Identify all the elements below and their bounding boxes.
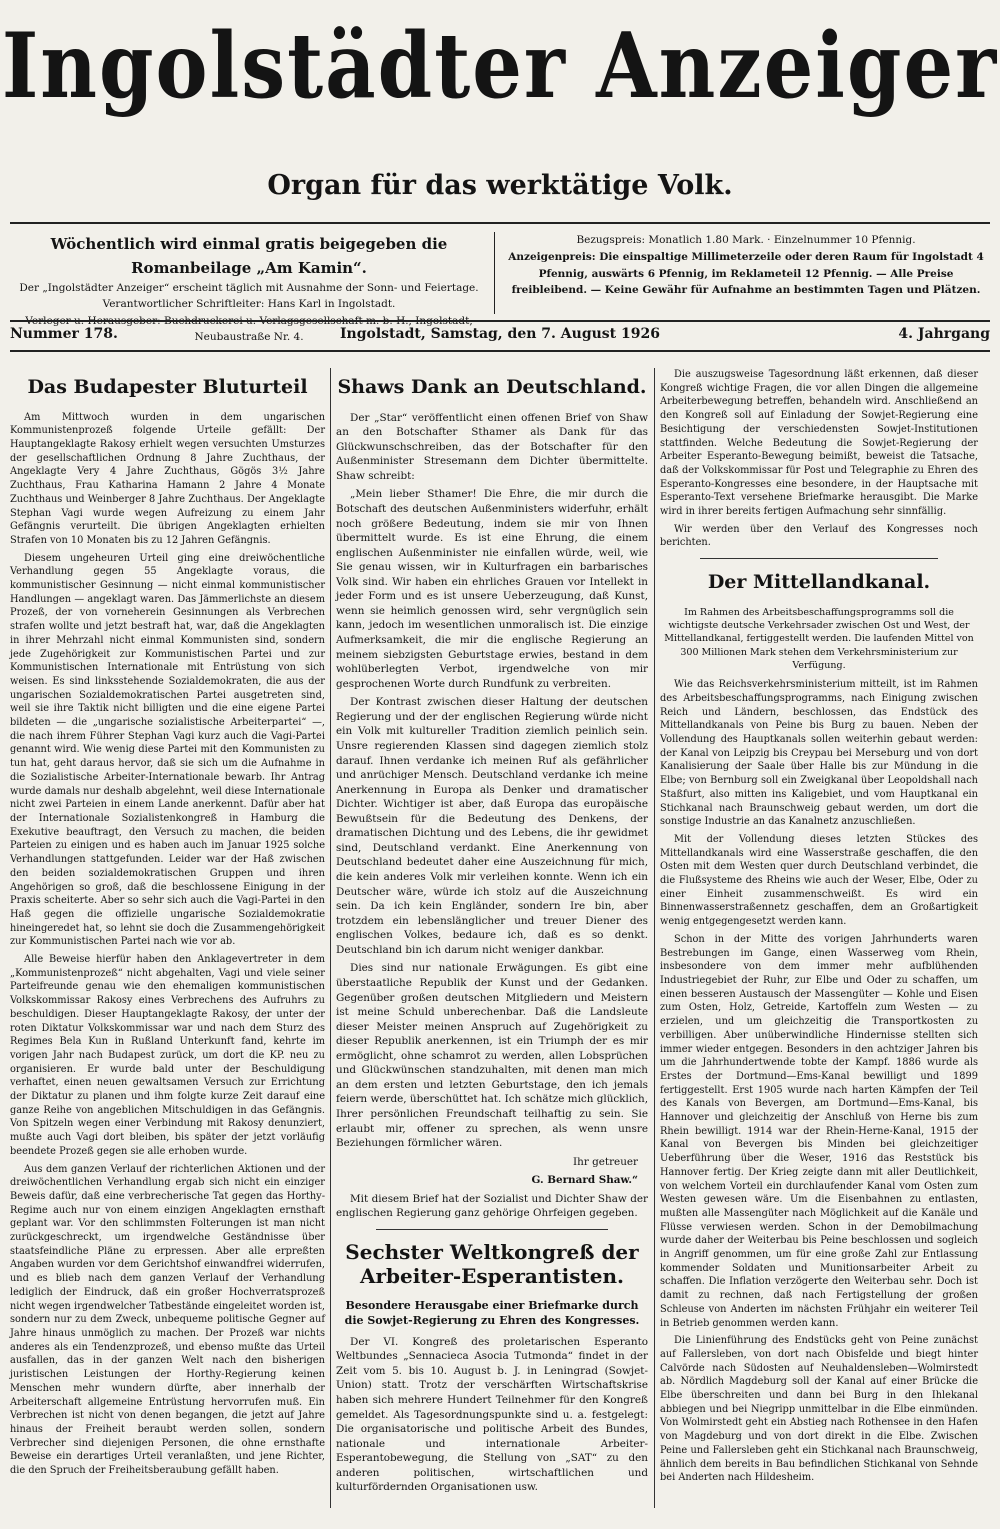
- editor-line: Verantwortlicher Schriftleiter: Hans Karl in Ingolstadt.: [102, 298, 396, 311]
- article-paragraph: Schon in der Mitte des vorigen Jahrhunderts waren Bestrebungen im Gange, einen Wasserweg vom Rhein, insbesondere von dem immer mehr aufblühenden Industriegebiet der Ruhr, zur Elbe und Oder zu schaffen, um einen besseren Austausch der Massengüter — Kohle und Eisen zum Osten, Holz, Getreide, Kartoffeln zum Westen — zu erzielen, und um gleichzeitig die Transportkosten zu verbilligen. Aber unüberwindliche Hindernisse stellten sich immer wieder entgegen. Besonders in den achtziger Jahren bis um die Jahrhundertwende tobte der Kampf. 1886 wurde als Erstes der Dortmund—Ems-Kanal bewilligt und 1899 fertiggestellt. Erst 1905 wurde nach harten Kämpfen der Teil des Kanals von Bevergen, am Dortmund—Ems-Kanal, bis Hannover und gleichzeitig der Anschluß von Herne bis zum Rhein bewilligt. 1914 war der Rhein-Herne-Kanal, 1915 der Kanal von Bevergen bis Minden bei gleichzeitiger Ueberführung über die Weser, 1916 das Reststück bis Hannover fertig. Der Krieg zeigte dann mit aller Deutlichkeit, von welchem Vorteil ein durchlaufender Kanal vom Osten zum Westen gewesen wäre. Um die Eisenbahnen zu entlasten, mußten alle Massengüter nach Möglichkeit auf die Kanäle und Flüsse verwiesen werden. Schon in der Demobilmachung wurde daher der Weiterbau bis Peine beschlossen und sogleich in Angriff genommen, um für eine große Zahl zur Entlassung kommender Soldaten und Munitionsarbeiter Arbeit zu schaffen. Die Inflation verzögerte den Weiterbau sehr. Doch ist damit zu rechnen, daß nach Fertigstellung der großen Schleuse von Anderten im nächsten Frühjahr ein weiterer Teil in Betrieb genommen werden kann.: [660, 933, 978, 1329]
- info-divider: [494, 232, 495, 314]
- issue-date: Ingolstadt, Samstag, den 7. August 1926: [340, 326, 660, 342]
- issue-number: Nummer 178.: [10, 326, 118, 342]
- article-intro: Im Rahmen des Arbeitsbeschaffungsprogramms soll die wichtigste deutsche Verkehrsader zwischen Ost und West, der Mittellandkanal, fertiggestellt werden. Die laufenden Mittel von 300 Millionen Mark stehen dem Verkehrsministerium zur Verfügung.: [664, 606, 974, 671]
- letter-signature: G. Bernard Shaw.“: [531, 1174, 638, 1187]
- article-paragraph: Der Kontrast zwischen dieser Haltung der deutschen Regierung und der der englischen Regierung würde nicht ein Volk mit kultureller Tradition ziemlich peinlich sein. Unsre regierenden Klassen sind dagegen ziemlich stolz darauf. Ihnen verdanke ich meinen Ruf als gefährlicher und anrüchiger Mensch. Deutschland verdanke ich meine Anerkennung in Europa als Denker und dramatischer Dichter. Wichtiger ist aber, daß Europa das europäische Bewußtsein für die Bedeutung des Denkens, der dramatischen Dichtung und des Lebens, die ihr gewidmet sind, Deutschland verdankt. Eine Anerkennung von Deutschland bedeutet daher eine Auszeichnung für mich, die kein anderes Volk mir verleihen konnte. Wenn ich ein Deutscher wäre, würde ich stolz auf die Auszeichnung sein. Da ich kein Engländer, sondern Ire bin, aber trotzdem ein lebenslänglicher und treuer Diener des englischen Volkes, bedaure ich, daß es so denkt. Deutschland bin ich darum nicht weniger dankbar.: [336, 696, 648, 956]
- article-paragraph: Diesem ungeheuren Urteil ging eine dreiwöchentliche Verhandlung gegen 55 Angeklagte voraus, die kommunistischer Gesinnung — nicht einmal kommunistischer Handlungen — angeklagt waren. Das Jämmerlichste an diesem Prozeß, der von vorneherein Gesinnungen als Verbrechen strafen wollte und jetzt bestraft hat, war, daß die Angeklagten in ihrer Mehrzahl nicht einmal Kommunisten sind, sondern jede Zugehörigkeit zur Kommunistischen Partei und zur Kommunistischen Internationale mit Entrüstung von sich weisen. Es sind linksstehende Sozialdemokraten, die aus der ungarischen Sozialdemokratischen Partei ausgetreten sind, weil sie ihre Taktik nicht billigten und die eine eigene Partei bildeten — die „ungarische sozialistische Arbeiterpartei“ —, die nach ihrem Führer Stephan Vagi kurz auch die Vagi-Partei genannt wird. Wie wenig diese Partei mit den Kommunisten zu tun hat, geht daraus hervor, daß sie sich um die Aufnahme in die Sozialistische Arbeiter-Internationale bewarb. Ihr Antrag wurde damals nur deshalb abgelehnt, weil diese Internationale nicht zwei Parteien in einem Lande anerkennt. Dafür aber hat der Internationale Sozialistenkongreß in Hamburg die Exekutive beauftragt, den Versuch zu machen, die beiden Parteien zu einigen und es haben auch im Januar 1925 solche Verhandlungen stattgefunden. Leider war der Haß zwischen den beiden sozialdemokratischen Gruppen und ihren Angehörigen so groß, daß die beschlossene Einigung in der Praxis scheiterte. Aber so sehr sich auch die Vagi-Partei in den Haß gegen die offizielle ungarische Sozialdemokratie hineingeredet hat, so lehnt sie doch die Zusammengehörigkeit zur Kommunistischen Partei nach wie vor ab.: [10, 552, 325, 948]
- article-paragraph: Wir werden über den Verlauf des Kongresses noch berichten.: [660, 523, 978, 549]
- article-paragraph: Mit diesem Brief hat der Sozialist und Dichter Shaw der englischen Regierung ganz gehörige Ohrfeigen gegeben.: [336, 1192, 648, 1220]
- column-1: [10, 368, 325, 1482]
- supplement-notice: Wöchentlich wird einmal gratis beigegeben die Romanbeilage „Am Kamin“.: [50, 235, 448, 277]
- column-divider-1: [330, 368, 331, 1508]
- price-info: [506, 232, 986, 299]
- article-paragraph: Mit der Vollendung dieses letzten Stückes des Mittellandkanals wird eine Wasserstraße geschaffen, die den Osten mit dem Westen quer durch Deutschland verbindet, die die Flußsysteme des Rheins wie auch der Weser, Elbe, Oder zu einer Einheit zusammenschweißt. Es wird ein Binnenwasserstraßennetz geschaffen, dem an Großartigkeit wenig entgegengesetzt werden kann.: [660, 833, 978, 928]
- publisher-line: Verleger u. Herausgeber: Buchdruckerei u. Verlagsgesellschaft m. b. H., Ingolstadt, Neubaustraße Nr. 4.: [25, 314, 473, 343]
- masthead-title: Ingolstädter Anzeiger: [1, 14, 999, 119]
- dateline-rule-bottom: [10, 350, 990, 352]
- article-paragraph: „Mein lieber Sthamer! Die Ehre, die mir durch die Botschaft des deutschen Außenministers widerfuhr, erhält noch größere Bedeutung, indem sie mir von Ihnen übermittelt wurde. Es ist eine Ehrung, die einem englischen Außenminister nie einfallen würde, weil, wie Sie genau wissen, wir in Kulturfragen ein barbarisches Volk sind. Wir haben ein ehrliches Grauen vor Intellekt in jeder Form und es ist unsere Ueberzeugung, daß Kunst, wenn sie heimlich genossen wird, sehr vergnüglich sein kann, jedoch im wesentlichen unmoralisch ist. Die einzige Aufmerksamkeit, die mir die englische Regierung an meinem siebzigsten Geburtstage erwies, bestand in dem wohlüberlegten Verbot, irgendwelche von mir gesprochenen Worte durch Rundfunk zu verbreiten.: [336, 488, 648, 690]
- article-paragraph: Der „Star“ veröffentlicht einen offenen Brief von Shaw an den Botschafter Sthamer als Dank für das Glückwunschschreiben, das der Botschafter für den Außenminister Stresemann dem Dichter übermittelte. Shaw schreibt:: [336, 411, 648, 482]
- column-divider-2: [654, 368, 655, 1508]
- article-paragraph: Alle Beweise hierfür haben den Anklagevertreter in dem „Kommunistenprozeß“ nicht abgehalten, Vagi und viele seiner Parteifreunde genau wie den ehemaligen kommunistischen Volkskommissar Rakosy eines Verbrechens des Aufruhrs zu beschuldigen. Dieser Hauptangeklagte Rakosy, der unter der roten Diktatur Volkskommissar war und nach dem Sturz des Regimes Bela Kun in Rußland Unterkunft fand, kehrte im vorigen Jahr nach Budapest zurück, um dort die KP. neu zu organisieren. Er wurde bald unter der Beschuldigung verhaftet, einen neuen gewaltsamen Versuch zur Errichtung der Diktatur zu planen und ihm folgte kurze Zeit darauf eine ganze Reihe von angeblichen Mitschuldigen in das Gefängnis. Von Spitzeln wegen einer Verbindung mit Rakosy denunziert, mußte auch Vagi dort bleiben, bis später der jetzt vorläufig beendete Prozeß gegen sie alle erhoben wurde.: [10, 954, 325, 1157]
- subscription-price: Bezugspreis: Monatlich 1.80 Mark. · Einzelnummer 10 Pfennig.: [576, 234, 916, 246]
- dateline: [10, 326, 990, 346]
- column-3: [660, 368, 978, 1489]
- article-paragraph: Am Mittwoch wurden in dem ungarischen Kommunistenprozeß folgende Urteile gefällt: Der Hauptangeklagte Rakosy erhielt wegen versuchten Umsturzes der gesellschaftlichen Ordnung 8 Jahre Zuchthaus, der Angeklagte Very 4 Jahre Zuchthaus, Gögös 3½ Jahre Zuchthaus, Frau Katharina Hamann 2 Jahre 4 Monate Zuchthaus und Weinberger 8 Jahre Zuchthaus. Der Angeklagte Stephan Vagi wurde wegen Aufreizung zu einem Jahr Gefängnis verurteilt. Die übrigen Angeklagten erhielten Strafen von 10 Monaten bis zu 12 Jahren Gefängnis.: [10, 411, 325, 546]
- article-headline-budapest: Das Budapester Bluturteil: [27, 376, 308, 398]
- volume-year: 4. Jahrgang: [898, 326, 990, 342]
- article-paragraph: Wie das Reichsverkehrsministerium mitteilt, ist im Rahmen des Arbeitsbeschaffungsprogramms, nach Einigung zwischen Reich und Ländern, beschlossen, das Endstück des Mittellandkanals von Peine bis Burg zu bauen. Neben der Vollendung des Hauptkanals sollen weiterhin gebaut werden: der Kanal von Leipzig bis Creypau bei Merseburg und von dort Kanalisierung der Saale über Halle bis zur Mündung in die Elbe; von Bernburg soll ein Zweigkanal über Leopoldshall nach Staßfurt, also mitten ins Kaligebiet, und vom Hauptkanal ein Stichkanal nach Braunschweig gebaut werden, um dort die sonstige Industrie an das Kanalnetz anzuschließen.: [660, 679, 978, 828]
- dateline-rule-top: [10, 320, 990, 322]
- article-separator: [700, 558, 938, 559]
- article-headline-esperanto: Sechster Weltkongreß der Arbeiter-Esperantisten.: [345, 1239, 639, 1288]
- article-separator: [376, 1229, 608, 1230]
- article-paragraph: Dies sind nur nationale Erwägungen. Es gibt eine überstaatliche Republik der Kunst und der Gedanken. Gegenüber großen deutschen Mitgliedern und Meistern ist meine Schuld unberechenbar. Daß die Landsleute dieser Meister meinen Anspruch auf Zugehörigkeit zu dieser Republik anerkennen, ist ein Triumph der es mir ermöglicht, ohne schamrot zu werden, allen Lobsprüchen und Glückwünschen standzuhalten, mit denen man mich an dem ersten und letzten Geburtstage, den ich jemals feiern werde, überschüttet hat. Ich schätze mich glücklich, Ihrer persönlichen Freundschaft teilhaftig zu sein. Sie erlaubt mir, offener zu sprechen, als wenn unsre Beziehungen förmlicher wären.: [336, 962, 648, 1150]
- header-rule-top: [10, 222, 990, 224]
- column-2: [336, 368, 648, 1499]
- article-paragraph: Die auszugsweise Tagesordnung läßt erkennen, daß dieser Kongreß wichtige Fragen, die vor allen Dingen die allgemeine Arbeiterbewegung betreffen, behandeln wird. Anschließend an den Kongreß soll auf Einladung der Sowjet-Regierung eine Besichtigung der verschiedensten Sowjet-Institutionen stattfinden. Welche Bedeutung die Sowjet-Regierung der Arbeiter Esperanto-Bewegung beimißt, beweist die Tatsache, daß der Volkskommissar für Post und Telegraphie zu Ehren des Esperanto-Kongresses eine besondere, in der Hauptsache mit Esperanto-Text versehene Briefmarke herausgibt. Die Marke wird in ihrer bereits fertigen Aufmachung sehr sinnfällig.: [660, 369, 978, 518]
- letter-closing: Ihr getreuer: [573, 1155, 638, 1168]
- article-headline-shaw: Shaws Dank an Deutschland.: [337, 376, 647, 398]
- masthead-subtitle: Organ für das werktätige Volk.: [267, 170, 733, 201]
- publication-schedule: Der „Ingolstädter Anzeiger“ erscheint täglich mit Ausnahme der Sonn- und Feiertage.: [19, 282, 479, 294]
- ad-price: Anzeigenpreis: Die einspaltige Millimeterzeile oder deren Raum für Ingolstadt 4 Pfennig, auswärts 6 Pfennig, im Reklameteil 12 Pfennig. — Alle Preise freibleibend. — Keine Gewähr für Aufnahme an bestimmten Tagen und Plätzen.: [508, 250, 984, 297]
- article-headline-mittellandkanal: Der Mittellandkanal.: [707, 571, 931, 594]
- article-paragraph: Der VI. Kongreß des proletarischen Esperanto Weltbundes „Sennacieca Asocia Tutmonda“ findet in der Zeit vom 5. bis 10. August b. J. in Leningrad (Sowjet-Union) statt. Trotz der verschärften Wirtschaftskrise haben sich mehrere Hundert Teilnehmer für den Kongreß gemeldet. Als Tagesordnungspunkte sind u. a. festgelegt: Die organisatorische und politische Arbeit des Bundes, nationale und internationale Arbeiter-Esperantobewegung, die Stellung von „SAT“ zu den anderen politischen, wirtschaftlichen und kulturfördernden Organisationen usw.: [336, 1335, 648, 1494]
- article-paragraph: Die Linienführung des Endstücks geht von Peine zunächst auf Fallersleben, von dort nach Obisfelde und biegt hinter Calvörde nach Südosten auf Neuhaldensleben—Wolmirstedt ab. Nördlich Magdeburg soll der Kanal auf einer Brücke die Elbe überschreiten und dann bei Burg in den Ihlekanal abbiegen und bei Niegripp unmittelbar in die Elbe einmünden. Von Wolmirstedt geht ein Abstieg nach Rothensee in den Hafen von Magdeburg und von dort direkt in die Elbe. Zwischen Peine und Fallersleben geht ein Stichkanal nach Braunschweig, ähnlich dem bereits in Bau befindlichen Stichkanal von Sehnde bei Anderten nach Hildesheim.: [660, 1335, 978, 1484]
- article-subheadline: Besondere Herausgabe einer Briefmarke durch die Sowjet-Regierung zu Ehren des Kongresses.: [344, 1298, 640, 1328]
- article-paragraph: Aus dem ganzen Verlauf der richterlichen Aktionen und der dreiwöchentlichen Verhandlung ergab sich nicht ein einziger Beweis dafür, daß eine verbrecherische Tat gegen das Horthy-Regime auch nur von einem einzigen Angeklagten ernsthaft geplant war. Vor den schlimmsten Folterungen ist man nicht zurückgeschreckt, um irgendwelche Geständnisse über staatsfeindliche Pläne zu erpressen. Aber alle erpreßten Angaben wurden vor dem Gerichtshof einwandfrei widerrufen, und es blieb nach dem ganzen Verlauf der Verhandlung lediglich der Eindruck, daß ein großer Hochverratsprozeß nicht wegen irgendwelcher Tatbestände eingeleitet worden ist, sondern nur zu dem Zweck, unbequeme politische Gegner auf Jahre hinaus unmöglich zu machen. Der Prozeß war nichts anderes als ein Tendenzprozeß, und ebenso mußte das Urteil ausfallen, das in der ganzen Welt nach den bisherigen juristischen Leistungen der Horthy-Regierung keinen Menschen mehr wundern dürfte, aber innerhalb der Arbeiterschaft allgemeine Entrüstung hervorrufen muß. Ein Verbrechen ist nicht von denen begangen, die jetzt auf Jahre hinaus der Freiheit beraubt werden sollen, sondern Verbrecher sind diejenigen Personen, die ohne ernsthafte Beweise ein derartiges Urteil veranlaßten, und jene Richter, die den Spruch der Freiheitsberaubung gefällt haben.: [10, 1163, 325, 1477]
